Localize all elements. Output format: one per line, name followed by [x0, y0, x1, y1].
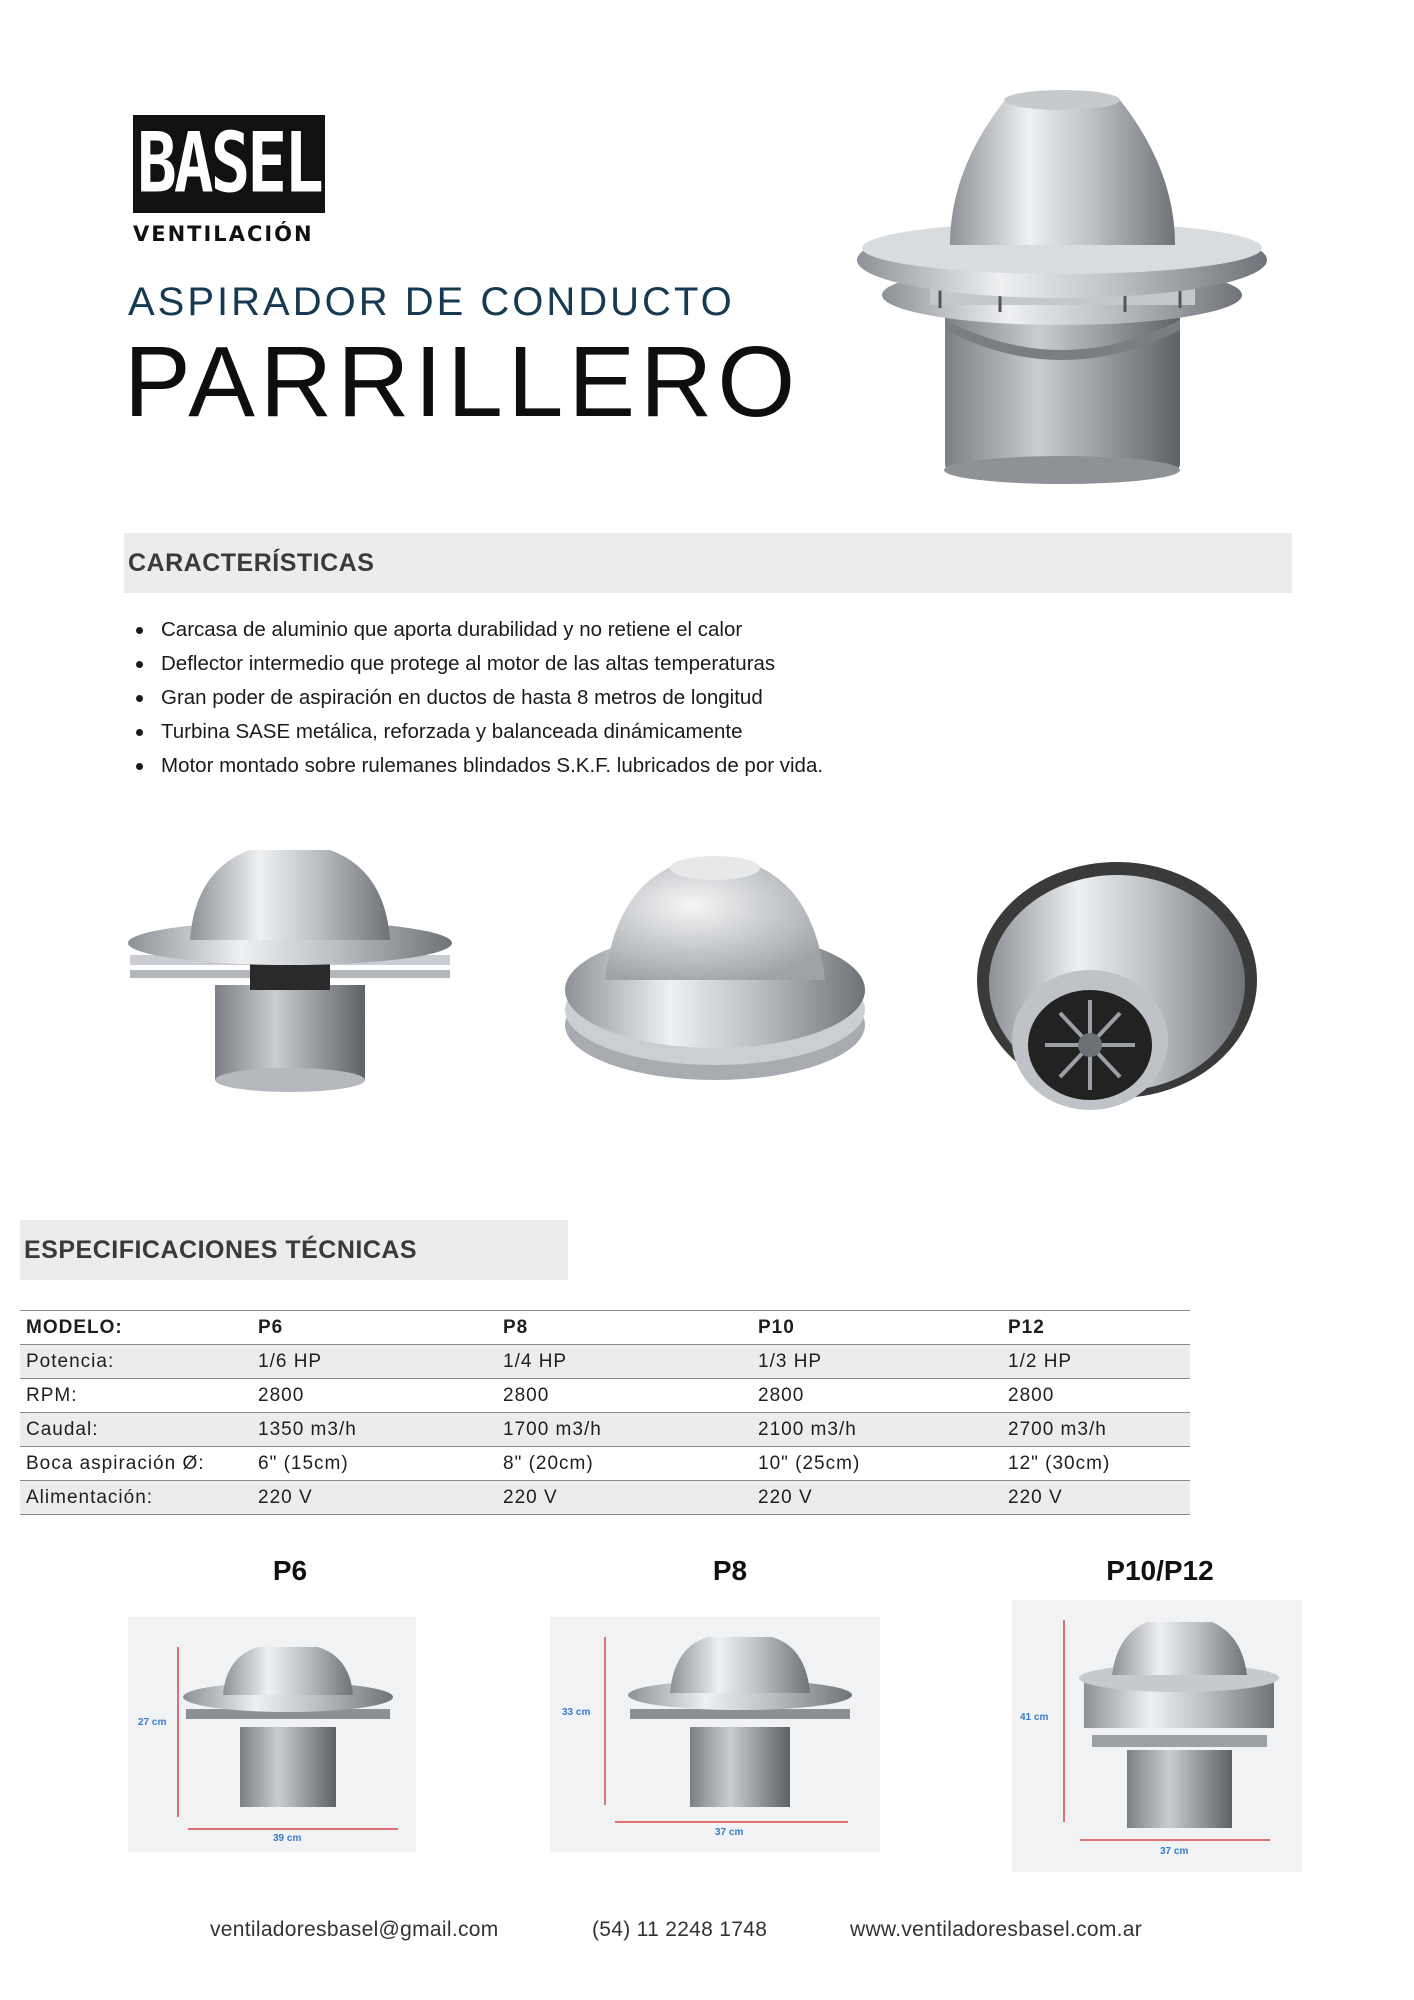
table-cell: 2800 [752, 1379, 1002, 1413]
product-bottom-view-image [975, 855, 1260, 1115]
table-cell: 220 V [252, 1481, 497, 1515]
dimension-height-p10-p12: 41 cm [1020, 1712, 1049, 1723]
specs-table [20, 1310, 1190, 1515]
brand-logo-text: BASEL [137, 115, 321, 212]
table-cell: 2800 [497, 1379, 752, 1413]
brand-logo [133, 115, 325, 213]
table-cell: P10 [752, 1311, 1002, 1345]
list-item: Gran poder de aspiración en ductos de hasta 8 metros de longitud [130, 681, 1280, 715]
table-cell: 8" (20cm) [497, 1447, 752, 1481]
dimension-card-p8 [550, 1617, 880, 1852]
dimension-drawing-p10-p12 [1012, 1600, 1302, 1872]
page-title: PARRILLERO [124, 326, 801, 438]
table-cell: 1/6 HP [252, 1345, 497, 1379]
table-row [20, 1379, 1190, 1413]
model-label-p6: P6 [272, 1555, 308, 1586]
table-cell: Caudal: [20, 1413, 252, 1447]
table-row [20, 1311, 1190, 1345]
table-cell: 220 V [497, 1481, 752, 1515]
dimension-card-p10-p12 [1012, 1600, 1302, 1872]
footer-website-link[interactable]: www.ventiladoresbasel.com.ar [850, 1918, 1143, 1941]
dimension-width-p10-p12: 37 cm [1160, 1846, 1189, 1857]
table-cell: MODELO: [20, 1311, 252, 1345]
table-cell: 2700 m3/h [1002, 1413, 1190, 1447]
table-cell: 1/2 HP [1002, 1345, 1190, 1379]
brand-subtitle: VENTILACIÓN [133, 222, 314, 246]
dimension-drawing-p8 [550, 1617, 880, 1852]
specs-heading: ESPECIFICACIONES TÉCNICAS [20, 1220, 568, 1280]
product-side-view-image [120, 845, 460, 1105]
table-cell: 220 V [1002, 1481, 1190, 1515]
table-cell: P8 [497, 1311, 752, 1345]
footer-phone[interactable]: (54) 11 2248 1748 [592, 1918, 768, 1941]
dimension-width-p8: 37 cm [715, 1827, 744, 1838]
table-cell: 1/3 HP [752, 1345, 1002, 1379]
table-row [20, 1481, 1190, 1515]
table-cell: 2800 [252, 1379, 497, 1413]
table-cell: Potencia: [20, 1345, 252, 1379]
model-label-p10-p12: P10/P12 [1106, 1555, 1214, 1586]
list-item: Deflector intermedio que protege al motor de las altas temperaturas [130, 647, 1280, 681]
list-item: Motor montado sobre rulemanes blindados S.K.F. lubricados de por vida. [130, 749, 1280, 783]
table-cell: RPM: [20, 1379, 252, 1413]
list-item: Carcasa de aluminio que aporta durabilidad y no retiene el calor [130, 613, 1280, 647]
table-cell: 220 V [752, 1481, 1002, 1515]
footer-email-link[interactable]: ventiladoresbasel@gmail.com [210, 1918, 499, 1941]
product-top-view-image [560, 850, 870, 1100]
features-list [130, 613, 1280, 783]
table-cell: 10" (25cm) [752, 1447, 1002, 1481]
table-cell: 1/4 HP [497, 1345, 752, 1379]
table-row [20, 1413, 1190, 1447]
table-cell: Boca aspiración Ø: [20, 1447, 252, 1481]
dimension-card-p6 [128, 1617, 416, 1852]
table-cell: 6" (15cm) [252, 1447, 497, 1481]
list-item: Turbina SASE metálica, reforzada y balanceada dinámicamente [130, 715, 1280, 749]
product-category: ASPIRADOR DE CONDUCTO [128, 280, 735, 324]
features-heading: CARACTERÍSTICAS [124, 533, 1292, 593]
table-cell: P6 [252, 1311, 497, 1345]
table-row [20, 1345, 1190, 1379]
table-cell: 12" (30cm) [1002, 1447, 1190, 1481]
table-cell: 1700 m3/h [497, 1413, 752, 1447]
dimension-height-p8: 33 cm [562, 1707, 591, 1718]
table-row [20, 1447, 1190, 1481]
dimension-width-p6: 39 cm [273, 1833, 302, 1844]
table-cell: 1350 m3/h [252, 1413, 497, 1447]
dimension-drawing-p6 [128, 1617, 416, 1852]
table-cell: Alimentación: [20, 1481, 252, 1515]
table-cell: 2100 m3/h [752, 1413, 1002, 1447]
hero-product-image [830, 80, 1330, 500]
table-cell: P12 [1002, 1311, 1190, 1345]
dimension-height-p6: 27 cm [138, 1717, 167, 1728]
table-cell: 2800 [1002, 1379, 1190, 1413]
model-label-p8: P8 [712, 1555, 748, 1586]
